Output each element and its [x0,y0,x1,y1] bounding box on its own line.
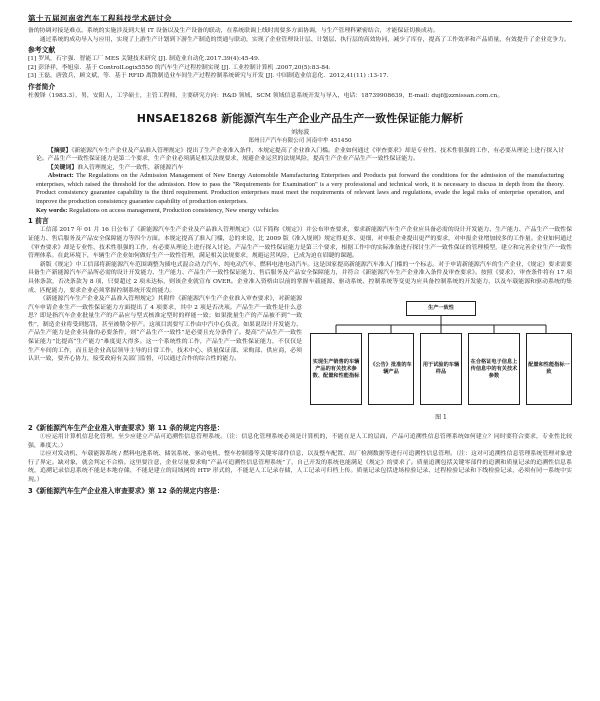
author-bio: 杜俊锋（1983.3），男，安阳人，工学硕士，主管工程师，主要研究方向：R&D 领域、SCM 领域信息系统开发与导入，电话：18739908639，E-mail: dujf@zznissan.com.cn。 [28,92,504,99]
abstract-text: 《新能源汽车生产企业及产品准入管理规定》提出了生产企业准入条件，本规定提高了企业准入门槛。企业如何通过《审查要求》却是专业性、技术性很强的工作，有必要从理论上进行探入讨论。产品生产一致性保证能力是第二个要求，生产企业必须满足相关法规要求，规避企业运营的法规风险，提高生产企业产品生产一致性保证能力。 [36,147,564,163]
section-1-heading: 1 前言 [28,217,49,226]
section-1-paragraph: 《新能源汽车生产企业及产品准入管理规定》其附件《新能源汽车生产企业准入审查要求》，对新能源汽车申请企业生产一致性保证能力方面提出了 4 项要求，其中 2 项是否决项。产品生产一致性是什么意思？即是指汽车企业批量生产的产品应与型式核准定型时的样能一致；如果批量生产的产品被不到“一致性”，制造企业将受到惩罚，甚至被勒令停产。这项目需要写工作由中汽中心负责。如果说设计开发能力、产品生产能力是企业具备的必要条件，则“产品生产一致性”是必要且充分条件了。提高“产品生产一致性保证能力”比提高“生产能力”难度更大得多。这一个系统性的工作，产品生产一致性保证能力，不仅仅是生产车间的工作，而且是企业高层领导主导的日常工作，技术中心、质量保证部、采购部、供应商，必须认识一致，要齐心协力，接受政府有关部门监督，可以通过合作的综合性的能力。 [28,296,302,363]
figure-box: 在合格证电子信息上传信息中的有关技术参数 [468,333,520,405]
paper-author: 刘海波 [290,128,310,136]
section-2-paragraph: ②应对发动机、车载能源系统 / 燃料电池系统、储氢系统、驱动电机、整车控制器等关键零部件信息，以及整车配置、出厂检测数据等进行可追溯性信息管理。（注：这对可追溯性信息管理系统管理对象进行了界定。缺对象，就会判定不合格。这里要注意，企业尽量要求购“产品可追溯性信息管理系统”了，自己开发的系统也能满足《规定》的要求了。质量追溯包括关键零部件的追溯和质量记录的追溯性信息系统，追溯记录信息系统不能是本地存储，不能是建立的局域网的 HTP 形式的，不能是人工记录存储，人工记录可归档上传。质量记录包括进场检验记录、过程检验记录和下线检验记录，必须有同一系统中实现。） [28,451,572,484]
section-2-paragraph: ①应运用计算机信息化管理，至少应建立产品可追溯性信息管理系统。（注：信息化管理系统必须是计算机的，不能在是人工的层面，产品可追溯性信息管理系统如何建立？同时要符合要求，专业性比较强，难度大。） [28,434,572,449]
prev-paper-paragraph: 通过系统的成功导入与应用，实现了上游生产计划到下游生产制造的贯通与联动，实现了企业管理设计层、计划层、执行层的高效协同，减少了库存，提高了工作效率和产品质量，有效提升了企业竞争力。 [39,36,570,43]
figure-wrap-area [28,295,572,422]
figure-top-node: 生产一致性 [406,301,476,316]
author-bio-heading: 作者简介 [28,82,56,91]
section-2-heading: 2《新能源汽车生产企业准入审查要求》第 11 条的规定内容是： [28,424,224,433]
prev-paper-paragraph: 备的协调对接是难点。系统的实施涉及到大量 IT 设备以及生产设备的联动，在系统联调上线时需要多方面协调，与生产管理科紧密结合，才能保证切换成功。 [28,28,439,34]
page-body [28,27,572,496]
reference-item: [1] 罗凤，石宇强．智能工厂 MES 关键技术研究 [J]. 制造业自动化.2017.39(4):45-49. [28,56,260,63]
running-header [28,6,572,22]
keywords-label: 【关键词】 [47,163,78,171]
figure-box: 《公告》批准的车辆产品 [368,333,414,405]
keywords-text: 准入管理规定，生产一致性，新能源汽车 [77,164,184,171]
section-3-heading: 3《新能源汽车生产企业准入审查要求》第 12 条的规定内容是： [28,486,224,495]
abstract-label: 【摘要】 [47,146,72,154]
journal-name: 第十五届河南省汽车工程科技学术研讨会 [28,14,172,23]
abstract-en-label: Abstract: [47,172,74,180]
section-1-paragraph: 新版《规定》中工信部将新能源汽车范围调整为插电式混合动力汽车、纯电动汽车、燃料电池电动汽车。这是国家提高新能源汽车准入门槛的一个标志。对于申请新能源汽车的生产企业，《规定》要求需要具备生产新能源汽车产品所必需的设计开发能力、生产能力、产品生产一致性保证能力、售后服务及产品安全保障能力，并符合《新能源汽车生产企业准入条件及审查要求》。按照《要求》，审查条件将有 17 项具体条款，否决条款为 8 项，只要超过 2 项未达标，则该企业就宣布 OVER。企业准入资格由以前的掌握车载能源、驱动系统、控制系统等变更为应具备控制系统的开发能力，以及车载能源和驱动系统的集成、匹配能力，要求企业必须掌握控制系统开发的能力。 [28,261,572,294]
abstract-en-text: The Regulations on the Admission Management of New Energy Automobile Manufacturing Enterprises and Products put forward the conditions for the admission of the manufacturing enterprises, which raised the threshold for the admission. How to pass the "Requirements for Examination" is a very professional and technical work, it is necessary to discuss in depth from the theory. Product consistency guarantee capability is the third requirement. Production enterprises must meet the requirements of relevant laws and regulations, evade the legal risks of enterprise operation, and improve the production consistency guarantee capability of production enterprises. [36,172,564,205]
keywords-en-label: Key words: [36,207,68,215]
keywords-cn [28,164,572,173]
abstract-en [28,172,572,206]
figure-1 [310,297,572,421]
figure-caption: 图 1 [435,414,447,422]
figure-box: 用于试验的车辆样品 [420,333,462,405]
reference-item: [3] 王磊，唐敦兵，顾文斌，等．基于 RFID 离散制造业车间生产过程控制系统研究与开发 [J]. 中国制造业信息化．2012,41(11) :13-17. [28,73,389,80]
figure-box: 实现生产销售的车辆产品的有关技术参数、配置和性能指标 [310,333,362,405]
keywords-en-text: Regulations on access management, Production consistency, New energy vehicles [69,207,279,215]
keywords-en [28,206,572,215]
references-heading: 参考文献 [28,46,56,55]
figure-box: 配置和性能指标一致 [526,333,572,405]
abstract-cn [28,147,572,164]
reference-item: [2] 彭泽祥，李旭泉．基于 ControlLogix5550 的汽车生产过程控制实现 [J]. 工业控制计算机 .2007,20(5):83-84. [28,64,331,71]
section-1-paragraph: 工信部 2017 年 01 月 16 日公布了《新能源汽车生产企业及产品准入管理规定》（以下简称《规定》）并公布审查要求，要求新能源汽车生产企业应具备必需的设计开发能力、生产能力、产品生产一致性保证能力、售后服务及产品安全保障能力等四个方面。本规定提高了准入门槛，总的来说，比 2009 版《准入规则》规定得更多、更细，对申报企业提出更严的要求，对申报企业增加较多的工作量。企业如何通过《审查要求》却是专业性、技术性很强的工作，有必要从理论上进行探入讨论。产品生产一致性保证能力是第三个要求，根据工作中的实际准备进行探讨生产一致性保证的管理模型，建立和完善企业生产一致性管理体系。在此环境下，车辆生产企业如何做好生产一致性管理，满足相关法规要求，规避运营风险，已成为迫在眉睫的课题。 [28,227,572,260]
paper-affiliation: 郑州日产汽车有限公司 河南中牟 451450 [248,137,352,144]
paper-title: HNSAE18268 新能源汽车生产企业产品生产一致性保证能力解析 [136,111,464,125]
